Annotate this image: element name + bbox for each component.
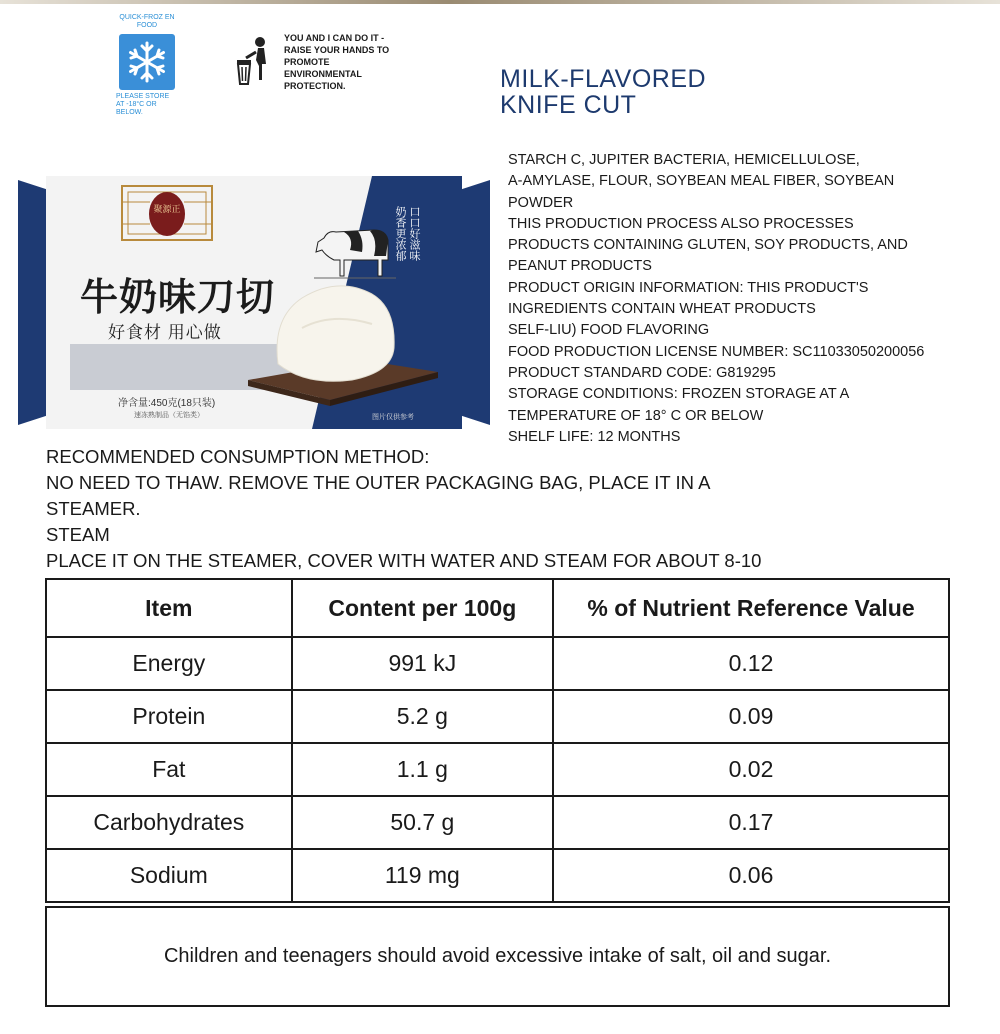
info-line: PRODUCTS CONTAINING GLUTEN, SOY PRODUCTS, AND (508, 237, 908, 254)
health-advice-note (45, 906, 950, 1007)
table-row (46, 690, 949, 743)
steamed-bun-illustration (242, 268, 442, 408)
package-front (46, 176, 462, 429)
environmental-message: YOU AND I CAN DO IT - RAISE YOUR HANDS TO PROMOTE ENVIRONMENTAL PROTECTION. (284, 33, 390, 91)
package-net-weight: 净含量:450克(18只装) (118, 398, 216, 409)
brand-name: 聚源正 (153, 205, 181, 215)
table-row (46, 796, 949, 849)
nutrient-content: 1.1 g (292, 743, 553, 796)
table-row (46, 743, 949, 796)
info-line: INGREDIENTS CONTAIN WHEAT PRODUCTS (508, 301, 816, 318)
package-right-edge (460, 180, 490, 425)
info-line: PRODUCT STANDARD CODE: G819295 (508, 364, 776, 381)
method-heading: RECOMMENDED CONSUMPTION METHOD: (46, 446, 430, 467)
product-info-list (508, 150, 998, 448)
nutrient-nrv: 0.06 (553, 849, 949, 902)
column-header-content: Content per 100g (292, 579, 553, 637)
info-line: PRODUCT ORIGIN INFORMATION: THIS PRODUCT'S (508, 279, 869, 296)
top-divider (0, 0, 1000, 4)
info-line: A-AMYLASE, FLOUR, SOYBEAN MEAL FIBER, SOYBEAN (508, 173, 895, 190)
package-chinese-title: 牛奶味刀切 (80, 274, 276, 319)
method-line: PLACE IT ON THE STEAMER, COVER WITH WATER AND STEAM FOR ABOUT 8-10 (46, 550, 762, 571)
nutrient-content: 50.7 g (292, 796, 553, 849)
health-advice-text: Children and teenagers should avoid excessive intake of salt, oil and sugar. (163, 945, 832, 967)
nutrient-nrv: 0.02 (553, 743, 949, 796)
package-left-edge (18, 180, 48, 425)
consumption-method (46, 444, 946, 574)
method-line: NO NEED TO THAW. REMOVE THE OUTER PACKAGING BAG, PLACE IT IN A (46, 472, 711, 493)
info-line: PEANUT PRODUCTS (508, 258, 652, 275)
nutrient-nrv: 0.17 (553, 796, 949, 849)
package-slogan: 好食材 用心做 (108, 323, 222, 342)
package-vertical-text (394, 206, 422, 261)
frozen-badge-label: QUICK-FROZ EN FOOD (119, 14, 175, 29)
snowflake-icon (119, 34, 175, 90)
info-line: SHELF LIFE: 12 MONTHS (508, 428, 681, 445)
info-line: STARCH C, JUPITER BACTERIA, HEMICELLULOSE, (508, 152, 860, 168)
method-line: STEAM (46, 524, 110, 545)
package-vertical-line-1: 奶香更浓郁 (394, 206, 406, 261)
package-image-disclaimer: 图片仅供参考 (372, 414, 414, 421)
package-vertical-line-2: 口口好滋味 (408, 206, 420, 261)
storage-temperature-note: PLEASE STORE AT -18°C OR BELOW. (116, 93, 170, 116)
column-header-item: Item (46, 579, 292, 637)
frozen-food-badge (116, 14, 178, 117)
info-line: THIS PRODUCTION PROCESS ALSO PROCESSES (508, 215, 854, 232)
nutrient-nrv: 0.12 (553, 637, 949, 690)
info-line: POWDER (508, 194, 574, 211)
product-package-image (18, 170, 490, 435)
nutrient-name: Sodium (46, 849, 292, 902)
nutrient-content: 119 mg (292, 849, 553, 902)
info-line: STORAGE CONDITIONS: FROZEN STORAGE AT A (508, 386, 850, 403)
nutrient-name: Carbohydrates (46, 796, 292, 849)
nutrient-name: Fat (46, 743, 292, 796)
product-title (500, 66, 706, 118)
nutrient-content: 991 kJ (292, 637, 553, 690)
table-row (46, 849, 949, 902)
nutrient-content: 5.2 g (292, 690, 553, 743)
nutrient-name: Protein (46, 690, 292, 743)
table-header-row (46, 579, 949, 637)
package-product-type: 速冻熟制品（无馅类） (134, 412, 204, 419)
recycle-bin-icon (234, 36, 276, 97)
environmental-badge (232, 30, 412, 100)
info-line: SELF-LIU) FOOD FLAVORING (508, 322, 710, 339)
table-row (46, 637, 949, 690)
info-line: TEMPERATURE OF 18° C OR BELOW (508, 407, 764, 424)
info-line: FOOD PRODUCTION LICENSE NUMBER: SC11033050200056 (508, 343, 925, 360)
product-title-line-2: KNIFE CUT (500, 91, 637, 119)
nutrient-name: Energy (46, 637, 292, 690)
nutrition-table (45, 578, 950, 903)
method-line: STEAMER. (46, 498, 141, 519)
brand-logo (120, 184, 214, 242)
column-header-nrv: % of Nutrient Reference Value (553, 579, 949, 637)
nutrient-nrv: 0.09 (553, 690, 949, 743)
product-title-line-1: MILK-FLAVORED (500, 65, 707, 93)
